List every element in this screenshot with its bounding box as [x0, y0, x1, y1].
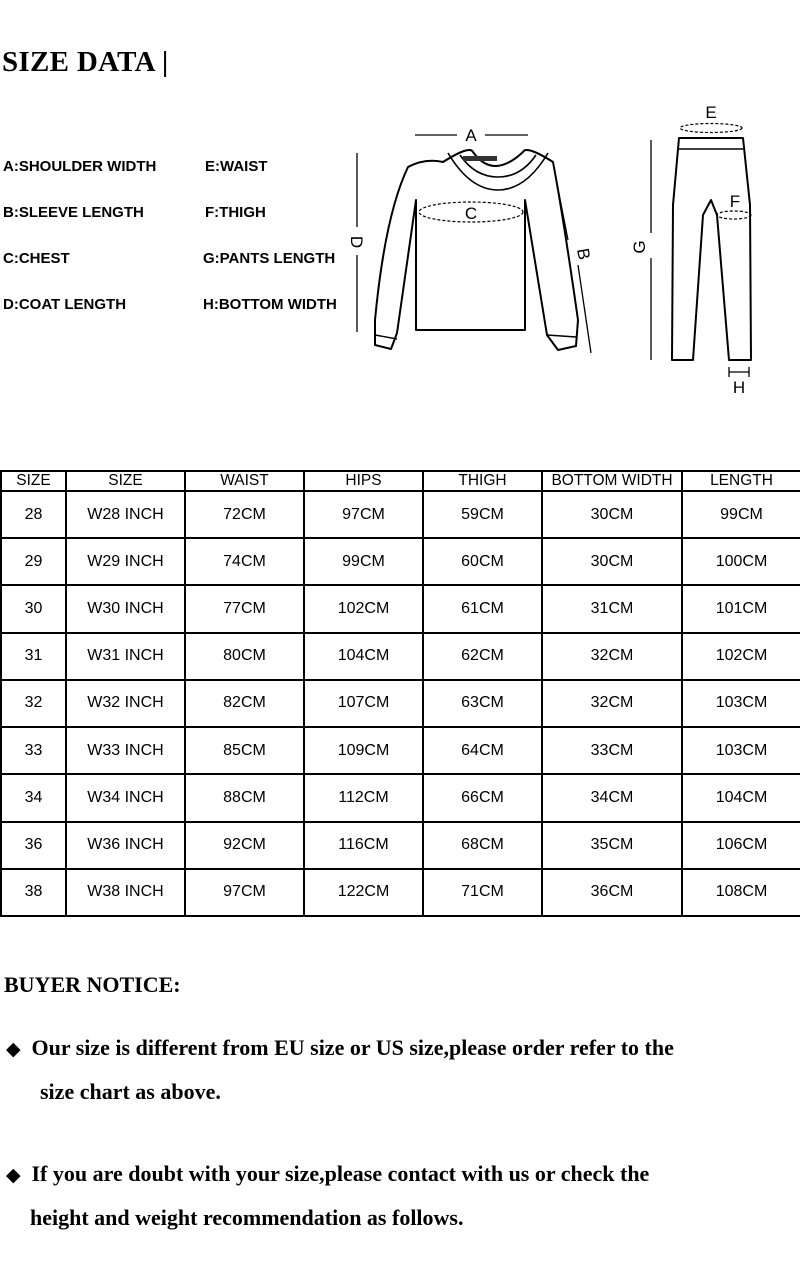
cell-bottom-width: 34CM [542, 774, 682, 821]
cell-size: 32 [1, 680, 66, 727]
cell-size-inch: W33 INCH [66, 727, 185, 774]
label-d: D [347, 235, 366, 249]
legend-thigh: F:THIGH [205, 204, 266, 221]
cell-thigh: 71CM [423, 869, 542, 916]
diamond-bullet-icon: ◆ [6, 1165, 21, 1186]
cell-length: 103CM [682, 727, 800, 774]
cell-size-inch: W31 INCH [66, 633, 185, 680]
cell-hips: 99CM [304, 538, 423, 585]
size-chart-table [0, 470, 800, 917]
header-length: LENGTH [682, 471, 800, 491]
cell-length: 101CM [682, 585, 800, 632]
cell-waist: 88CM [185, 774, 304, 821]
notice-item-1-line-2: size chart as above. [40, 1079, 221, 1104]
table-row [1, 491, 800, 538]
label-b: B [573, 246, 594, 262]
label-g: G [630, 240, 649, 254]
header-size: SIZE [1, 471, 66, 491]
cell-length: 104CM [682, 774, 800, 821]
cell-hips: 104CM [304, 633, 423, 680]
cell-hips: 97CM [304, 491, 423, 538]
label-h: H [732, 378, 746, 397]
cell-thigh: 63CM [423, 680, 542, 727]
table-row [1, 538, 800, 585]
header-thigh: THIGH [423, 471, 542, 491]
legend-chest: C:CHEST [3, 250, 70, 267]
cell-thigh: 62CM [423, 633, 542, 680]
table-row [1, 869, 800, 916]
cell-waist: 92CM [185, 822, 304, 869]
pants-illustration [672, 138, 751, 360]
cell-bottom-width: 32CM [542, 680, 682, 727]
cell-size: 28 [1, 491, 66, 538]
measurement-diagram [345, 95, 765, 400]
cell-length: 103CM [682, 680, 800, 727]
header-size-inch: SIZE [66, 471, 185, 491]
cell-size: 34 [1, 774, 66, 821]
thigh-measure-line [717, 211, 751, 219]
table-row [1, 822, 800, 869]
table-row [1, 774, 800, 821]
cell-thigh: 60CM [423, 538, 542, 585]
cell-thigh: 61CM [423, 585, 542, 632]
cell-hips: 102CM [304, 585, 423, 632]
cell-size: 30 [1, 585, 66, 632]
cell-size: 33 [1, 727, 66, 774]
table-row [1, 680, 800, 727]
cell-bottom-width: 31CM [542, 585, 682, 632]
table-row [1, 633, 800, 680]
cell-size-inch: W29 INCH [66, 538, 185, 585]
notice-item-2-line-2: height and weight recommendation as follows. [30, 1205, 464, 1230]
notice-item-1-line-1: Our size is different from EU size or US size,please order refer to the [31, 1035, 674, 1060]
label-a: A [465, 126, 477, 145]
cell-length: 99CM [682, 491, 800, 538]
table-header-row [1, 471, 800, 491]
cell-size-inch: W36 INCH [66, 822, 185, 869]
cell-size-inch: W38 INCH [66, 869, 185, 916]
cell-thigh: 64CM [423, 727, 542, 774]
cell-waist: 82CM [185, 680, 304, 727]
cell-size: 31 [1, 633, 66, 680]
cell-bottom-width: 35CM [542, 822, 682, 869]
cell-bottom-width: 30CM [542, 491, 682, 538]
cell-length: 102CM [682, 633, 800, 680]
cell-bottom-width: 33CM [542, 727, 682, 774]
legend-waist: E:WAIST [205, 158, 268, 175]
label-e: E [705, 103, 717, 122]
legend-coat-length: D:COAT LENGTH [3, 296, 127, 313]
cell-waist: 85CM [185, 727, 304, 774]
cell-thigh: 68CM [423, 822, 542, 869]
cell-waist: 80CM [185, 633, 304, 680]
cell-length: 106CM [682, 822, 800, 869]
cell-size-inch: W30 INCH [66, 585, 185, 632]
label-f: F [729, 192, 741, 211]
cell-thigh: 66CM [423, 774, 542, 821]
waist-measure-line [680, 124, 742, 133]
notice-item-2 [6, 1153, 649, 1239]
legend-shoulder-width: A:SHOULDER WIDTH [3, 158, 157, 175]
header-hips: HIPS [304, 471, 423, 491]
legend-pants-length: G:PANTS LENGTH [203, 250, 336, 267]
legend-bottom-width: H:BOTTOM WIDTH [203, 296, 337, 313]
cell-length: 100CM [682, 538, 800, 585]
cell-hips: 116CM [304, 822, 423, 869]
cell-bottom-width: 30CM [542, 538, 682, 585]
notice-item-2-line-1: If you are doubt with your size,please contact with us or check the [31, 1161, 650, 1186]
notice-item-1 [6, 1027, 674, 1113]
cell-size-inch: W32 INCH [66, 680, 185, 727]
label-c: C [464, 204, 478, 223]
legend-sleeve-length: B:SLEEVE LENGTH [3, 204, 144, 221]
header-waist: WAIST [185, 471, 304, 491]
cell-size-inch: W28 INCH [66, 491, 185, 538]
cell-hips: 112CM [304, 774, 423, 821]
cell-hips: 122CM [304, 869, 423, 916]
sweatshirt-illustration [375, 150, 578, 350]
cell-thigh: 59CM [423, 491, 542, 538]
cell-waist: 97CM [185, 869, 304, 916]
cell-waist: 72CM [185, 491, 304, 538]
cell-length: 108CM [682, 869, 800, 916]
cell-hips: 107CM [304, 680, 423, 727]
cell-bottom-width: 36CM [542, 869, 682, 916]
table-row [1, 585, 800, 632]
table-row [1, 727, 800, 774]
cell-size: 38 [1, 869, 66, 916]
cell-size-inch: W34 INCH [66, 774, 185, 821]
cell-waist: 77CM [185, 585, 304, 632]
cell-size: 36 [1, 822, 66, 869]
cell-waist: 74CM [185, 538, 304, 585]
cell-hips: 109CM [304, 727, 423, 774]
cell-size: 29 [1, 538, 66, 585]
header-bottom-width: BOTTOM WIDTH [542, 471, 682, 491]
cell-bottom-width: 32CM [542, 633, 682, 680]
diamond-bullet-icon: ◆ [6, 1039, 21, 1060]
buyer-notice-title: BUYER NOTICE: [4, 972, 181, 997]
page-title: SIZE DATA | [2, 46, 169, 78]
